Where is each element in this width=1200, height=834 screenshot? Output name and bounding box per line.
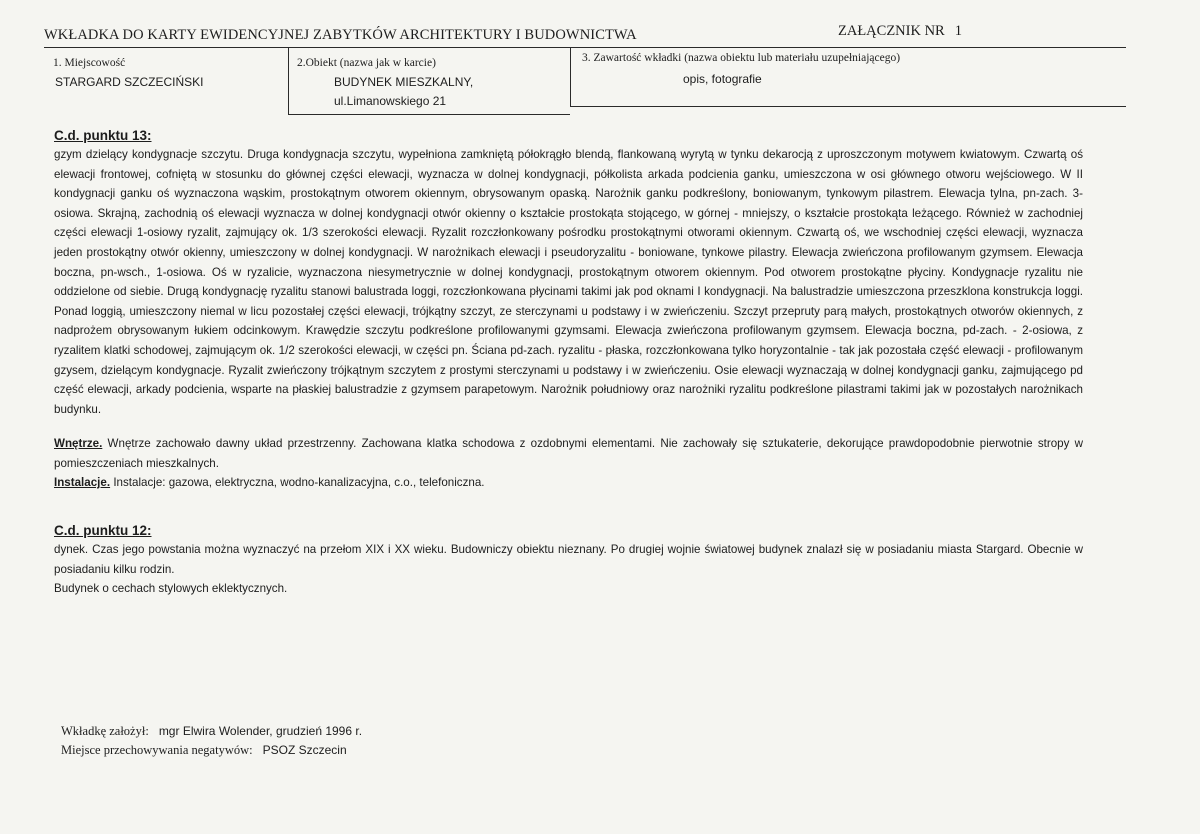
attachment-heading: [838, 23, 962, 40]
field-divider-2: [570, 48, 571, 106]
section-12-title: C.d. punktu 12:: [54, 523, 152, 538]
author-label: Wkładkę założył:: [61, 724, 149, 738]
content-value: opis, fotografie: [683, 72, 762, 86]
author-value: mgr Elwira Wolender, grudzień 1996 r.: [158, 724, 363, 738]
field-divider-1: [288, 48, 289, 114]
installations-paragraph: [54, 473, 1083, 493]
interior-text: Wnętrze zachowało dawny układ przestrzenny. Zachowana klatka schodowa z ozdobnymi elementami. Nie zachowały się sztukaterie, dekorujące prawdopodobnie pierwotnie stropy w pomieszczeniach mieszkalnych.: [54, 437, 1083, 470]
storage-line: [61, 743, 347, 758]
content-label: 3. Zawartość wkładki (nazwa obiektu lub materiału uzupełniającego): [582, 52, 901, 64]
object-value-name: BUDYNEK MIESZKALNY,: [334, 75, 474, 89]
object-label: 2.Obiekt (nazwa jak w karcie): [297, 57, 436, 69]
object-value-address: ul.Limanowskiego 21: [334, 94, 447, 108]
section-13-body: gzym dzielący kondygnacje szczytu. Druga kondygnacja szczytu, wypełniona zamkniętą półokrągło blendą, flankowaną wyrytą w tynku dekarocją z uproszczonym motywem kwiatowym. Czwartą oś elewacji frontowej, cofniętą w stosunku do głównej części elewacji, wyznacza w dolnej kondygnacji, półkolista arkada podcienia ganku, umieszczona w osi głównego otworu wejściowego. W II kondygnacji ganku oś wyznaczona wąskim, prostokątnym otworem okiennym, obrysowanym opaską. Narożnik ganku podkreślony, boniowanym, tynkowym pilastrem. Elewacja tylna, pn-zach. 3-osiowa. Skrajną, zachodnią oś elewacji wyznacza w dolnej kondygnacji otwór okienny o kształcie prostokąta stojącego, w górnej - mniejszy, o kształcie prostokąta leżącego. Również w zachodniej części elewacji 1-osiowy ryzalit, zajmujący ok. 1/3 szerokości elewacji. Ryzalit rozczłonkowany pośrodku prostokątnymi otworami okiennym. Czwartą oś, we wschodniej części elewacji, wyznacza jeden prostokątny otwór okienny, umieszczony w dolnej kondygnacji. W narożnikach elewacji i pseudoryzalitu - boniowane, tynkowe pilastry. Elewacja zwieńczona profilowanym gzymsem. Elewacja boczna, pn-wsch., 1-osiowa. Oś w ryzalicie, wyznaczona niesymetrycznie w dolnej kondygnacji, prostokątnym otworem okiennym. Pod otworem prostokątne płyciny. Kondygnacje ryzalitu nie oddzielone od siebie. Drugą kondygnację ryzalitu stanowi balustrada loggi, rozczłonkowana płycinami takimi jak pod oknami I kondygnacji. Na balustradzie umieszczona przeszklona konstrukcja loggi. Ponad loggią, umieszczony niemal w licu pozostałej części elewacji, trójkątny szczyt, ze sterczynami u podstawy i w zwieńczeniu. Szczyt przepruty parą małych, prostokątnych otworów okiennych, z nadprożem obrysowanym łukiem odcinkowym. Krawędzie szczytu podkreślone profilowanymi gzymsami. Elewacja zwieńczona profilowanym gzymsem. Elewacja boczna, pd-zach. - 2-osiowa, z ryzalitem klatki schodowej, zajmującym ok. 1/2 szerokości elewacji, w części pn. Ściana pd-zach. ryzalitu - płaska, rozczłonkowana tylko horyzontalnie - tak jak pozostała część elewacji - profilowanym gzysem, dzielącym kondygnacje. Ryzalit zwieńczony trójkątnym szczytem z prostymi sterczynami u podstawy i w zwieńczeniu. Osie elewacji wyznaczają w dolnej kondygnacji ganku, zajmującego pd część elewacji, arkady podcienia, wsparte na płaskiej balustradzie z gzymsem parapetowym. Narożnik południowy oraz narożniki ryzalitu podkreślone pilastrami takimi jak w pozostałych narożnikach budynku.: [54, 148, 1083, 416]
interior-paragraph: [54, 434, 1083, 473]
header-top-rule: [44, 47, 1126, 48]
storage-value: PSOZ Szczecin: [262, 743, 347, 757]
installations-label: Instalacje.: [54, 476, 111, 489]
interior-label: Wnętrze.: [54, 437, 103, 450]
attachment-label: ZAŁĄCZNIK NR: [838, 23, 945, 39]
place-value: STARGARD SZCZECIŃSKI: [55, 75, 204, 89]
style-note: Budynek o cechach stylowych eklektycznych.: [54, 582, 288, 595]
object-field-bottom-rule: [288, 114, 570, 115]
section-12-body: dynek. Czas jego powstania można wyznaczyć na przełom XIX i XX wieku. Budowniczy obiektu nieznany. Po drugiej wojnie światowej budynek znalazł się w posiadaniu miasta Stargard. Obecnie w posiadaniu kilku rodzin.: [54, 543, 1083, 576]
installations-text: Instalacje: gazowa, elektryczna, wodno-kanalizacyjna, c.o., telefoniczna.: [113, 476, 485, 489]
storage-label: Miejsce przechowywania negatywów:: [61, 743, 253, 757]
header-bottom-rule: [570, 106, 1126, 107]
document-title: WKŁADKA DO KARTY EWIDENCYJNEJ ZABYTKÓW ARCHITEKTURY I BUDOWNICTWA: [44, 27, 637, 43]
author-line: [61, 724, 362, 739]
attachment-number: 1: [954, 23, 962, 39]
section-13-title: C.d. punktu 13:: [54, 128, 152, 143]
place-label: 1. Miejscowość: [53, 57, 126, 69]
